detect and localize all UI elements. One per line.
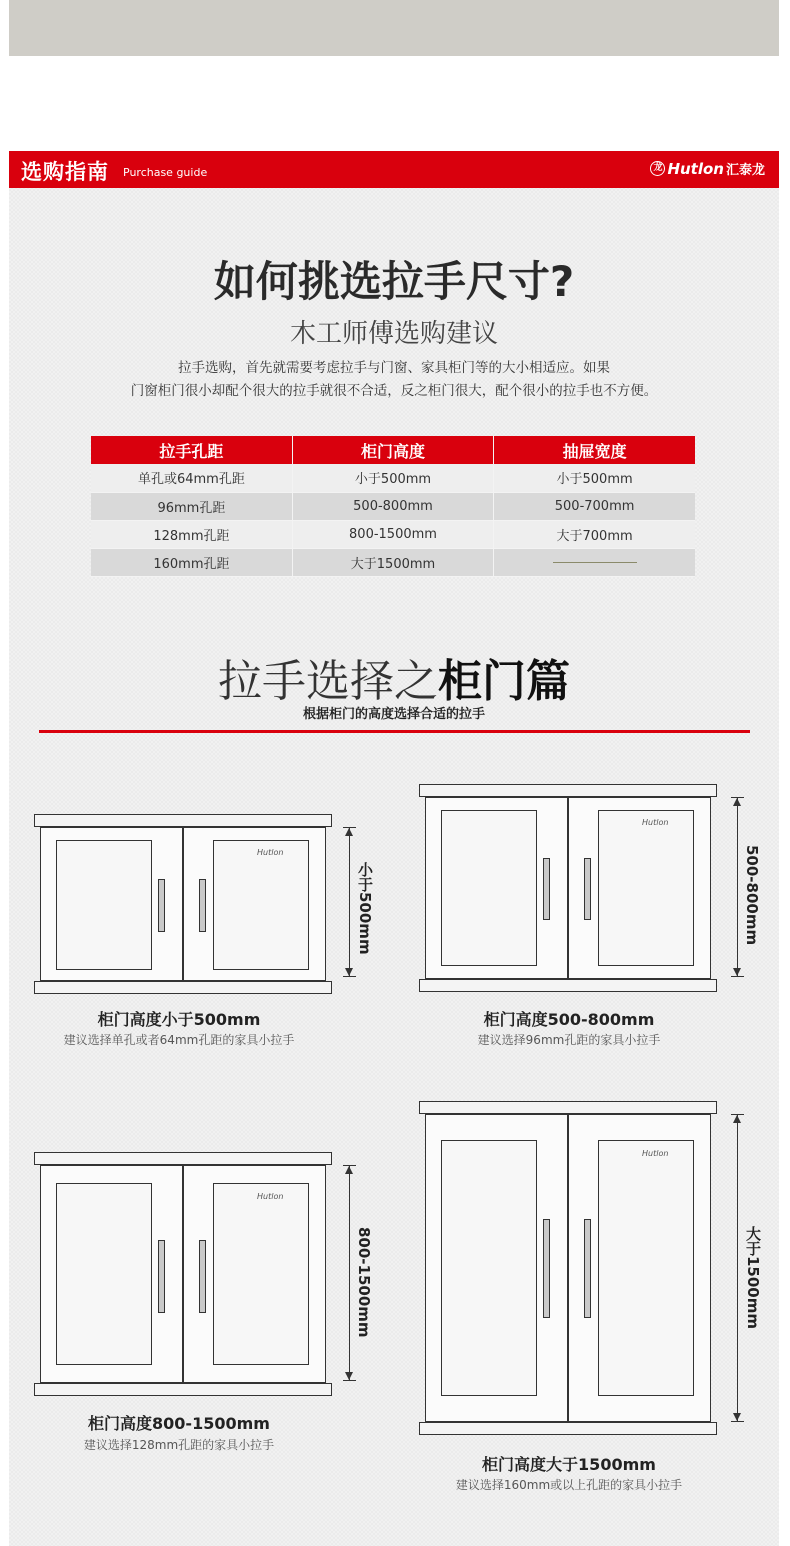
door-logo: Hutlon bbox=[257, 1192, 284, 1201]
table-cell: 小于500mm bbox=[292, 464, 493, 492]
arrow-up-icon bbox=[345, 828, 353, 836]
table-cell: 96mm孔距 bbox=[91, 492, 292, 520]
cabinet-illustration-tall bbox=[419, 1101, 719, 1435]
dimension-line bbox=[349, 1165, 350, 1381]
arrow-up-icon bbox=[345, 1166, 353, 1174]
intro-line: 拉手选购，首先就需要考虑拉手与门窗、家具柜门等的大小相适应。如果 bbox=[178, 360, 610, 376]
dimension-label: 800-1500mm bbox=[355, 1227, 373, 1338]
intro-line: 门窗柜门很小却配个很大的拉手就很不合适，反之柜门很大，配个很小的拉手也不方便。 bbox=[130, 383, 658, 399]
cabinet-base bbox=[34, 981, 332, 994]
cabinet-caption-title: 柜门高度500-800mm bbox=[483, 1010, 655, 1029]
brand-logo bbox=[650, 159, 765, 178]
cabinet-body bbox=[425, 797, 711, 979]
dash-line bbox=[553, 562, 637, 563]
dimension-label: 小于500mm bbox=[356, 862, 374, 955]
section-title bbox=[9, 645, 779, 709]
cabinet-base bbox=[34, 1383, 332, 1396]
door-panel-left bbox=[441, 810, 537, 966]
top-banner-image bbox=[9, 0, 779, 56]
table-header-row bbox=[91, 436, 695, 464]
brand-name-en: Hutlon bbox=[667, 159, 724, 178]
cabinet-caption-sub: 建议选择160mm或以上孔距的家具小拉手 bbox=[455, 1478, 683, 1492]
table-row bbox=[91, 492, 695, 520]
brand-name-cn: 汇泰龙 bbox=[725, 163, 765, 178]
door-handle bbox=[584, 1219, 591, 1318]
dimension-line bbox=[349, 827, 350, 977]
cabinet-caption-sub: 建议选择96mm孔距的家具小拉手 bbox=[477, 1033, 661, 1047]
header-subtitle: Purchase guide bbox=[123, 166, 208, 179]
dimension-tick bbox=[343, 1380, 356, 1381]
table-cell-empty bbox=[494, 548, 695, 576]
cabinet-top bbox=[34, 1152, 332, 1165]
arrow-up-icon bbox=[733, 1115, 741, 1123]
table-cell: 500-700mm bbox=[494, 492, 695, 520]
cabinet-top bbox=[419, 784, 717, 797]
cabinet-body bbox=[40, 827, 326, 981]
section-title-bold: 柜门篇 bbox=[438, 656, 570, 707]
cabinet-base bbox=[419, 979, 717, 992]
section-title-light: 拉手选择之 bbox=[218, 656, 438, 707]
door-handle bbox=[584, 858, 591, 920]
door-divider bbox=[182, 1166, 184, 1382]
cabinet-illustration-small bbox=[34, 814, 334, 994]
door-divider bbox=[182, 828, 184, 980]
door-handle bbox=[158, 1240, 165, 1313]
page-subtitle: 木工师傅选购建议 bbox=[289, 319, 498, 349]
arrow-up-icon bbox=[733, 798, 741, 806]
cabinet-caption-title: 柜门高度大于1500mm bbox=[482, 1455, 656, 1474]
door-panel-left bbox=[56, 840, 152, 970]
door-panel-right bbox=[598, 810, 694, 966]
table-cell: 128mm孔距 bbox=[91, 520, 292, 548]
table-header: 柜门高度 bbox=[292, 436, 493, 464]
dimension-tick bbox=[731, 976, 744, 977]
table-header: 拉手孔距 bbox=[91, 436, 292, 464]
door-logo: Hutlon bbox=[257, 848, 284, 857]
section-divider bbox=[39, 730, 750, 733]
cabinet-caption-title: 柜门高度小于500mm bbox=[97, 1010, 261, 1029]
dimension-label: 大于1500mm bbox=[744, 1226, 762, 1330]
table-row bbox=[91, 548, 695, 576]
door-logo: Hutlon bbox=[642, 1149, 669, 1158]
dimension-tick bbox=[343, 976, 356, 977]
table-row bbox=[91, 520, 695, 548]
table-cell: 小于500mm bbox=[494, 464, 695, 492]
section-subtitle: 根据柜门的高度选择合适的拉手 bbox=[302, 707, 485, 722]
cabinet-caption-title: 柜门高度800-1500mm bbox=[88, 1414, 270, 1433]
cabinet-body bbox=[425, 1114, 711, 1422]
section-header-bar bbox=[9, 151, 779, 188]
cabinet-illustration-medium bbox=[419, 784, 719, 992]
door-panel-right bbox=[598, 1140, 694, 1396]
cabinet-top bbox=[34, 814, 332, 827]
door-panel-left bbox=[441, 1140, 537, 1396]
door-panel-left bbox=[56, 1183, 152, 1365]
table-row bbox=[91, 464, 695, 492]
door-divider bbox=[567, 1115, 569, 1421]
dimension-line bbox=[737, 1114, 738, 1422]
dimension-line bbox=[737, 797, 738, 977]
door-handle bbox=[199, 1240, 206, 1313]
table-cell: 160mm孔距 bbox=[91, 548, 292, 576]
arrow-down-icon bbox=[345, 968, 353, 976]
door-handle bbox=[543, 1219, 550, 1318]
arrow-down-icon bbox=[733, 968, 741, 976]
table-cell: 单孔或64mm孔距 bbox=[91, 464, 292, 492]
cabinet-top bbox=[419, 1101, 717, 1114]
arrow-down-icon bbox=[733, 1413, 741, 1421]
header-title: 选购指南 bbox=[21, 160, 109, 184]
page-title: 如何挑选拉手尺寸? bbox=[213, 257, 575, 306]
cabinet-body bbox=[40, 1165, 326, 1383]
brand-mark-icon: 龙 bbox=[650, 161, 665, 176]
table-cell: 大于1500mm bbox=[292, 548, 493, 576]
cabinet-caption-sub: 建议选择128mm孔距的家具小拉手 bbox=[83, 1438, 275, 1452]
table-header: 抽屉宽度 bbox=[494, 436, 695, 464]
door-handle bbox=[158, 879, 165, 932]
door-divider bbox=[567, 798, 569, 978]
door-panel-right bbox=[213, 840, 309, 970]
intro-text bbox=[79, 357, 709, 403]
door-handle bbox=[199, 879, 206, 932]
purchase-guide-panel bbox=[9, 151, 779, 1546]
door-logo: Hutlon bbox=[642, 818, 669, 827]
table-cell: 800-1500mm bbox=[292, 520, 493, 548]
cabinet-base bbox=[419, 1422, 717, 1435]
table-cell: 500-800mm bbox=[292, 492, 493, 520]
dimension-tick bbox=[731, 1421, 744, 1422]
table-cell: 大于700mm bbox=[494, 520, 695, 548]
cabinet-caption-sub: 建议选择单孔或者64mm孔距的家具小拉手 bbox=[63, 1033, 295, 1047]
door-panel-right bbox=[213, 1183, 309, 1365]
cabinet-illustration-large bbox=[34, 1152, 334, 1396]
arrow-down-icon bbox=[345, 1372, 353, 1380]
door-handle bbox=[543, 858, 550, 920]
dimension-label: 500-800mm bbox=[743, 845, 761, 946]
size-table bbox=[91, 436, 695, 577]
